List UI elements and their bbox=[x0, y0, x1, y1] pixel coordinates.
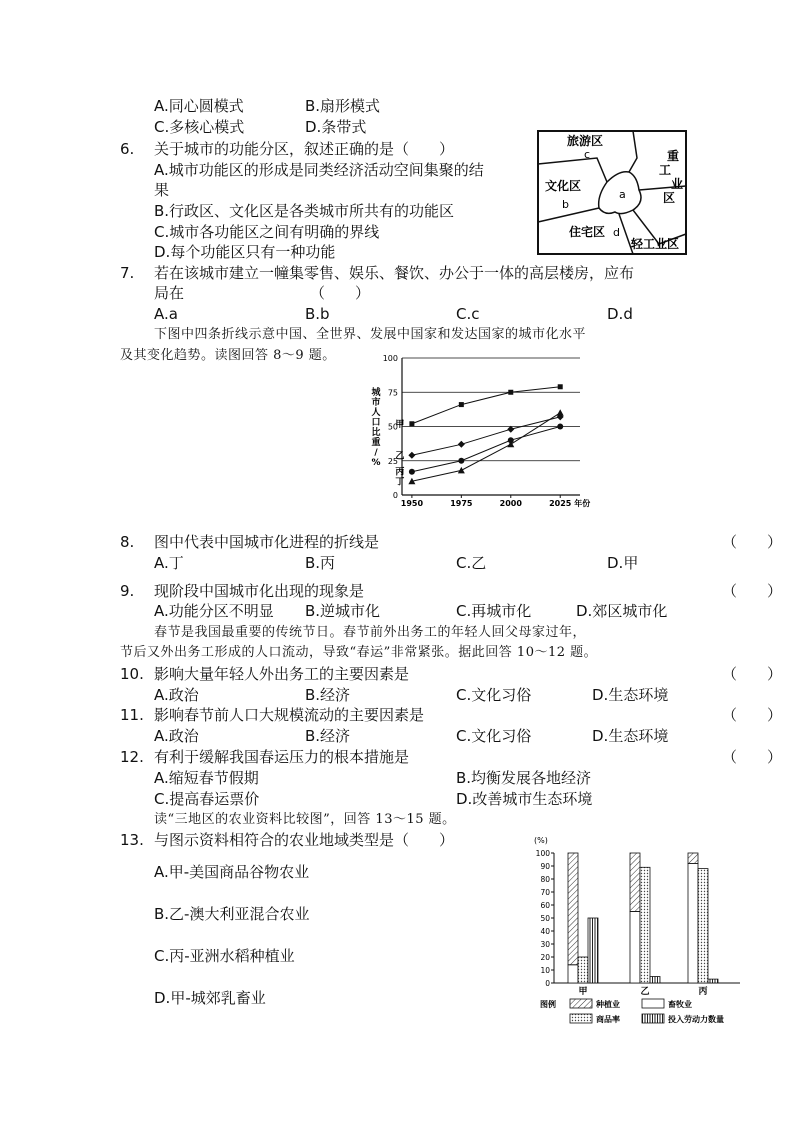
legend-label: 投入劳动力数量 bbox=[668, 1015, 724, 1024]
q12-stem: 有利于缓解我国春运压力的根本措施是 bbox=[154, 748, 410, 766]
map-culture-label: 文化区 bbox=[545, 179, 582, 193]
intro-10-12-line1: 春节是我国最重要的传统节日。春节前外出务工的年轻人回父母家过年， bbox=[154, 625, 587, 640]
series-line-丁 bbox=[412, 413, 560, 482]
y-axis-label-char: 人 bbox=[371, 408, 381, 418]
bar-livestock-乙 bbox=[630, 853, 640, 912]
bar-crop-甲 bbox=[568, 965, 578, 983]
x-tick-label: 2000 bbox=[499, 499, 522, 508]
q10-paren: （ ） bbox=[722, 665, 783, 683]
y-tick-label: 0 bbox=[392, 491, 398, 500]
q6-option-b: B.行政区、文化区是各类城市所共有的功能区 bbox=[154, 202, 455, 220]
q8-paren: （ ） bbox=[722, 533, 783, 551]
q8-option-c: C.乙 bbox=[456, 554, 487, 572]
bar-labor-input-丙 bbox=[708, 979, 718, 983]
q9-option-d: D.郊区城市化 bbox=[576, 602, 668, 620]
legend-title: 图例 bbox=[540, 1000, 556, 1009]
q6-option-a-cont: 果 bbox=[154, 181, 170, 199]
city-zone-map bbox=[537, 130, 687, 255]
q8-option-b: B.丙 bbox=[305, 554, 336, 572]
y-axis-label-char: 重 bbox=[371, 438, 381, 448]
point-丙 bbox=[458, 458, 464, 464]
map-heavy-industry-1: 重 bbox=[667, 149, 680, 163]
q12-option-d: D.改善城市生态环境 bbox=[456, 790, 593, 808]
y-axis-label-char: 城 bbox=[371, 388, 381, 398]
q11-option-a: A.政治 bbox=[154, 727, 199, 745]
q6-number: 6. bbox=[120, 140, 135, 158]
bar-labor-input-甲 bbox=[588, 918, 598, 983]
intro-10-12-line2: 节后又外出务工形成的人口流动，导致“春运”非常紧张。据此回答 10～12 题。 bbox=[120, 645, 598, 660]
y-axis-label-char: 比 bbox=[371, 428, 381, 438]
q7-number: 7. bbox=[120, 264, 135, 282]
y-axis-label-char: 口 bbox=[371, 418, 381, 428]
urbanization-line-chart bbox=[362, 350, 592, 510]
y-tick-label: 60 bbox=[540, 901, 550, 910]
q10-option-a: A.政治 bbox=[154, 686, 199, 704]
series-label-甲: 甲 bbox=[395, 419, 405, 430]
y-tick-label: 30 bbox=[540, 940, 550, 949]
y-tick-label: 50 bbox=[387, 422, 398, 432]
q9-number: 9. bbox=[120, 582, 135, 600]
map-a-letter: a bbox=[619, 188, 626, 201]
q10-option-b: B.经济 bbox=[305, 686, 351, 704]
x-axis-label: 年份 bbox=[574, 499, 591, 508]
y-tick-label: 10 bbox=[540, 966, 550, 975]
y-tick-label: 80 bbox=[540, 875, 550, 884]
x-tick-label: 1950 bbox=[400, 499, 424, 508]
q13-option-a: A.甲-美国商品谷物农业 bbox=[154, 863, 310, 881]
q11-option-c: C.文化习俗 bbox=[456, 727, 532, 745]
x-tick-label: 2025 bbox=[549, 499, 572, 508]
q11-stem: 影响春节前人口大规模流动的主要因素是 bbox=[154, 706, 425, 724]
map-heavy-industry-3: 业 bbox=[671, 177, 684, 191]
legend-swatch bbox=[642, 999, 664, 1008]
q6-stem: 关于城市的功能分区，叙述正确的是（ ） bbox=[154, 140, 455, 158]
point-丙 bbox=[409, 469, 415, 475]
q8-number: 8. bbox=[120, 533, 135, 551]
category-label-甲: 甲 bbox=[578, 987, 588, 997]
y-tick-label: 40 bbox=[540, 927, 550, 936]
legend-label: 种植业 bbox=[596, 1000, 620, 1009]
y-tick-label: 70 bbox=[540, 888, 550, 897]
y-tick-label: 100 bbox=[382, 354, 398, 363]
q10-number: 10. bbox=[120, 665, 144, 683]
legend-swatch bbox=[642, 1014, 664, 1023]
y-axis-label-char: / bbox=[374, 448, 378, 458]
q12-number: 12. bbox=[120, 748, 144, 766]
q11-option-d: D.生态环境 bbox=[592, 727, 669, 745]
q12-paren: （ ） bbox=[722, 748, 783, 766]
y-tick-label: 0 bbox=[545, 979, 550, 988]
y-axis-label-char: % bbox=[371, 458, 381, 468]
map-c-letter: c bbox=[584, 148, 591, 161]
category-label-乙: 乙 bbox=[640, 987, 650, 997]
series-line-丙 bbox=[412, 427, 560, 472]
y-tick-label: 75 bbox=[387, 388, 398, 398]
q5-option-b: B.扇形模式 bbox=[305, 97, 381, 115]
q7-option-c: C.c bbox=[456, 305, 480, 323]
map-d-letter: d bbox=[613, 226, 620, 239]
q9-option-b: B.逆城市化 bbox=[305, 602, 381, 620]
q11-paren: （ ） bbox=[722, 706, 783, 724]
point-甲 bbox=[459, 402, 464, 407]
y-axis-label-char: 市 bbox=[371, 398, 381, 408]
q5-option-a: A.同心圆模式 bbox=[154, 97, 244, 115]
q7-stem: 若在该城市建立一幢集零售、娱乐、餐饮、办公于一体的高层楼房，应布 bbox=[154, 264, 635, 282]
bar-crop-丙 bbox=[688, 863, 698, 983]
q9-stem: 现阶段中国城市化出现的现象是 bbox=[154, 582, 365, 600]
map-residential-label: 住宅区 bbox=[569, 225, 606, 239]
q11-number: 11. bbox=[120, 706, 144, 724]
legend-swatch bbox=[570, 999, 592, 1008]
intro-8-9-line1: 下图中四条折线示意中国、全世界、发展中国家和发达国家的城市化水平 bbox=[154, 327, 587, 342]
point-丁 bbox=[458, 467, 465, 474]
bar-livestock-甲 bbox=[568, 853, 578, 965]
series-line-乙 bbox=[412, 417, 560, 455]
y-axis-unit: (%) bbox=[534, 836, 548, 845]
map-b-letter: b bbox=[562, 198, 569, 211]
q12-option-c: C.提高春运票价 bbox=[154, 790, 260, 808]
point-丙 bbox=[557, 424, 563, 430]
q9-option-c: C.再城市化 bbox=[456, 602, 532, 620]
map-light-industry-label: 轻工业区 bbox=[631, 237, 680, 251]
agriculture-bar-chart bbox=[532, 833, 747, 1028]
map-heavy-industry-4: 区 bbox=[663, 191, 676, 205]
q7-stem-cont: 局在 bbox=[154, 284, 185, 302]
series-label-丁: 丁 bbox=[395, 477, 405, 488]
bar-commodity-rate-甲 bbox=[578, 957, 588, 983]
point-甲 bbox=[558, 384, 563, 389]
category-label-丙: 丙 bbox=[698, 987, 708, 997]
point-乙 bbox=[458, 441, 465, 448]
y-tick-label: 25 bbox=[387, 456, 398, 466]
legend-swatch bbox=[570, 1014, 592, 1023]
q11-option-b: B.经济 bbox=[305, 727, 351, 745]
intro-13-15: 读“三地区的农业资料比较图”，回答 13～15 题。 bbox=[154, 812, 456, 827]
bar-livestock-丙 bbox=[688, 853, 698, 863]
y-tick-label: 90 bbox=[540, 862, 550, 871]
point-乙 bbox=[408, 452, 415, 459]
q6-option-a: A.城市功能区的形成是同类经济活动空间集聚的结 bbox=[154, 161, 484, 179]
q8-option-a: A.丁 bbox=[154, 554, 184, 572]
q8-stem: 图中代表中国城市化进程的折线是 bbox=[154, 533, 380, 551]
q5-option-c: C.多核心模式 bbox=[154, 118, 245, 136]
q6-option-c: C.城市各功能区之间有明确的界线 bbox=[154, 223, 380, 241]
q8-option-d: D.甲 bbox=[607, 554, 639, 572]
bar-labor-input-乙 bbox=[650, 977, 660, 984]
q9-paren: （ ） bbox=[722, 582, 783, 600]
q13-option-d: D.甲-城郊乳畜业 bbox=[154, 989, 266, 1007]
series-label-丙: 丙 bbox=[395, 467, 405, 478]
bar-crop-乙 bbox=[630, 912, 640, 984]
q5-option-d: D.条带式 bbox=[305, 118, 367, 136]
bar-commodity-rate-乙 bbox=[640, 867, 650, 983]
q12-option-b: B.均衡发展各地经济 bbox=[456, 769, 592, 787]
q10-stem: 影响大量年轻人外出务工的主要因素是 bbox=[154, 665, 410, 683]
x-tick-label: 1975 bbox=[450, 499, 473, 508]
map-heavy-industry-2: 工 bbox=[659, 163, 672, 177]
q13-number: 13. bbox=[120, 831, 144, 849]
series-label-乙: 乙 bbox=[395, 451, 405, 462]
q7-paren: （ ） bbox=[310, 284, 371, 302]
q10-option-c: C.文化习俗 bbox=[456, 686, 532, 704]
q13-stem: 与图示资料相符合的农业地域类型是（ ） bbox=[154, 831, 455, 849]
legend-label: 畜牧业 bbox=[668, 1000, 692, 1009]
point-甲 bbox=[409, 421, 414, 426]
y-tick-label: 50 bbox=[540, 914, 550, 923]
q13-option-c: C.丙-亚洲水稻种植业 bbox=[154, 947, 295, 965]
q7-option-d: D.d bbox=[607, 305, 633, 323]
point-甲 bbox=[508, 390, 513, 395]
point-丁 bbox=[557, 409, 564, 416]
q9-option-a: A.功能分区不明显 bbox=[154, 602, 274, 620]
q12-option-a: A.缩短春节假期 bbox=[154, 769, 259, 787]
intro-8-9-line2: 及其变化趋势。读图回答 8～9 题。 bbox=[120, 348, 336, 363]
q10-option-d: D.生态环境 bbox=[592, 686, 669, 704]
map-tourism-label: 旅游区 bbox=[567, 134, 604, 148]
q7-option-b: B.b bbox=[305, 305, 330, 323]
q6-option-d: D.每个功能区只有一种功能 bbox=[154, 243, 336, 261]
y-tick-label: 100 bbox=[535, 849, 550, 858]
bar-commodity-rate-丙 bbox=[698, 869, 708, 983]
y-tick-label: 20 bbox=[540, 953, 550, 962]
q7-option-a: A.a bbox=[154, 305, 178, 323]
legend-label: 商品率 bbox=[596, 1015, 620, 1024]
q13-option-b: B.乙-澳大利亚混合农业 bbox=[154, 905, 310, 923]
